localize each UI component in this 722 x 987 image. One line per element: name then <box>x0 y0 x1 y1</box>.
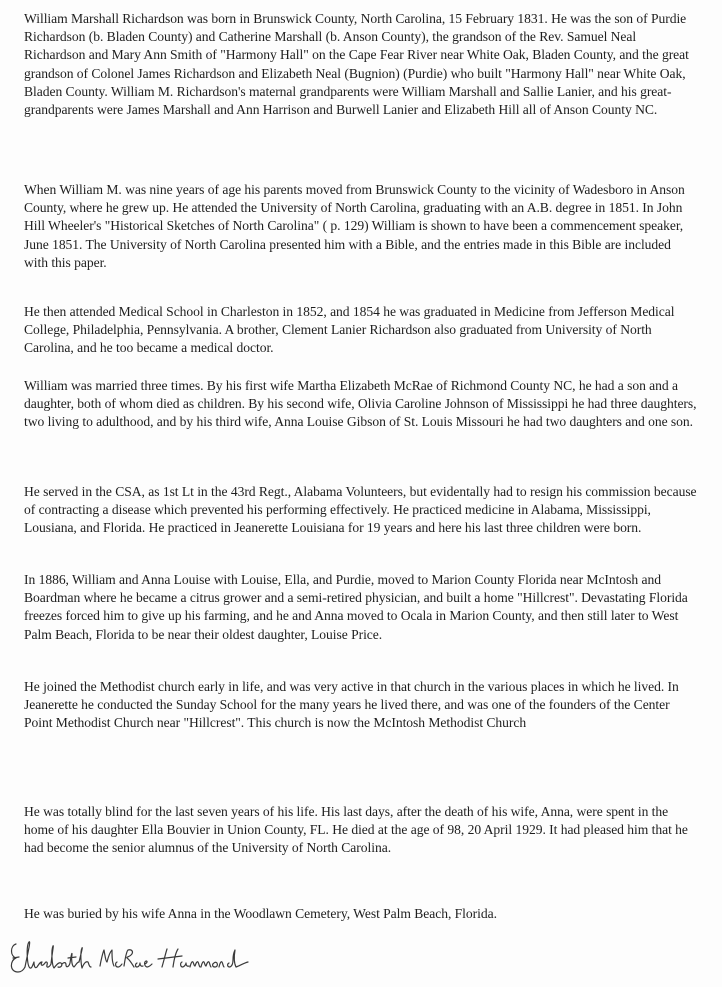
paragraph-military-service: He served in the CSA, as 1st Lt in the 43rd Regt., Alabama Volunteers, but evidentally had to resign his commission because of contracting a disease which prevented his performing effectively. He practiced medicine in Alabama, Mississippi, Lousiana, and Florida. He practiced in Jeanerette Louisiana for 19 years and here his last three children were born. <box>24 484 697 536</box>
paragraph-marriages: William was married three times. By his first wife Martha Elizabeth McRae of Richmond County NC, he had a son and a daughter, both of whom died as children. By his second wife, Olivia Caroline Johnson of Mississippi he had three daughters, two living to adulthood, and by his third wife, Anna Louise Gibson of St. Louis Missouri he had two daughters and one son. <box>24 378 697 430</box>
paragraph-methodist-church: He joined the Methodist church early in life, and was very active in that church in the various places in which he lived. In Jeanerette he conducted the Sunday School for the many years he lived there, and was one of the founders of the Center Point Methodist Church near "Hillcrest". This church is now the McIntosh Methodist Church <box>24 679 679 731</box>
paragraph-last-years: He was totally blind for the last seven years of his life. His last days, after the death of his wife, Anna, were spent in the home of his daughter Ella Bouvier in Union County, FL. He died at the age of 98, 20 April 1929. It had pleased him that he had become the senior alumnus of the University of North Carolina. <box>24 804 688 856</box>
paragraph-burial: He was buried by his wife Anna in the Woodlawn Cemetery, West Palm Beach, Florida. <box>24 906 497 921</box>
paragraph-florida-move: In 1886, William and Anna Louise with Louise, Ella, and Purdie, moved to Marion County Florida near McIntosh and Boardman where he became a citrus grower and a semi-retired physician, and built a home "Hillcrest". Devastating Florida freezes forced him to give up his farming, and he and Anna moved to Ocala in Marion County, and then still later to West Palm Beach, Florida to be near their oldest daughter, Louise Price. <box>24 572 688 642</box>
handwritten-signature <box>6 932 256 984</box>
paragraph-education: When William M. was nine years of age his parents moved from Brunswick County to the vicinity of Wadesboro in Anson County, where he grew up. He attended the University of North Carolina, graduating with an A.B. degree in 1851. In John Hill Wheeler's "Historical Sketches of North Carolina" ( p. 129) William is shown to have been a commencement speaker, June 1851. The University of North Carolina presented him with a Bible, and the entries made in this Bible are included with this paper. <box>24 182 685 270</box>
paragraph-medical-school: He then attended Medical School in Charleston in 1852, and 1854 he was graduated in Medicine from Jefferson Medical College, Philadelphia, Pennsylvania. A brother, Clement Lanier Richardson also graduated from University of North Carolina, and he too became a medical doctor. <box>24 304 675 356</box>
paragraph-birth-and-ancestry: William Marshall Richardson was born in Brunswick County, North Carolina, 15 February 1831. He was the son of Purdie Richardson (b. Bladen County) and Catherine Marshall (b. Anson County), the grandson of the Rev. Samuel Neal Richardson and Mary Ann Smith of "Harmony Hall" on the Cape Fear River near White Oak, Bladen County, and the great grandson of Colonel James Richardson and Elizabeth Neal (Bugnion) (Purdie) who built "Harmony Hall" near White Oak, Bladen County. William M. Richardson's maternal grandparents were William Marshall and Sallie Lanier, and his great-grandparents were James Marshall and Ann Harrison and Burwell Lanier and Elizabeth Hill all of Anson County NC. <box>24 11 689 118</box>
